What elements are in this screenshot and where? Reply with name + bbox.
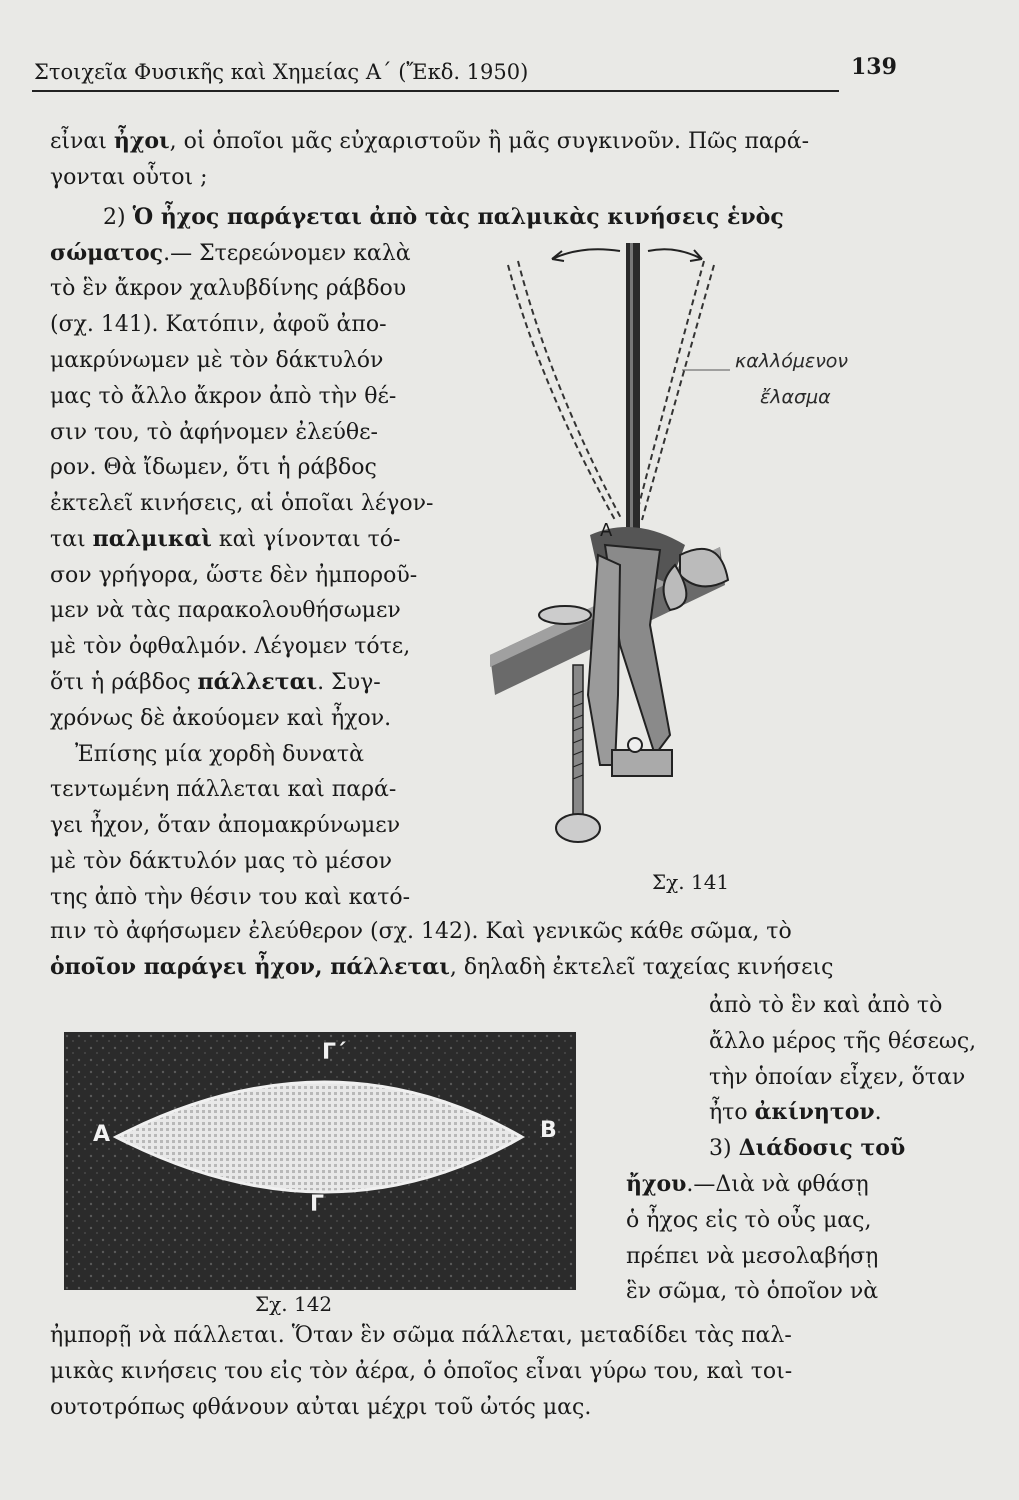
text-line: μας τὸ ἄλλο ἄκρον ἀπὸ τὴν θέ-: [50, 384, 397, 409]
text-line: μεν νὰ τὰς παρακολουθήσωμεν: [50, 598, 401, 623]
text-line: Ἐπίσης μία χορδὴ δυνατὰ: [75, 742, 364, 767]
text-line: ἦτο ἀκίνητον.: [709, 1099, 882, 1125]
text-line: 3) Διάδοσις τοῦ: [709, 1135, 906, 1161]
text-line: σιν του, τὸ ἀφήνομεν ἐλεύθε-: [50, 420, 378, 445]
text-line: μὲ τὸν ὀφθαλμόν. Λέγομεν τότε,: [50, 634, 411, 659]
text-line: σώματος.— Στερεώνομεν καλὰ: [50, 240, 411, 266]
running-title: Στοιχεῖα Φυσικῆς καὶ Χημείας Α΄ (Ἔκδ. 1950): [34, 60, 529, 84]
figure-142-label-b: B: [540, 1118, 557, 1143]
text-line: πρέπει νὰ μεσολαβήσῃ: [626, 1244, 879, 1269]
text-line: ἓν σῶμα, τὸ ὁποῖον νὰ: [626, 1279, 879, 1304]
figure-141-vibrating-strip: [470, 225, 730, 865]
text-line: ρον. Θὰ ἴδωμεν, ὅτι ἡ ράβδος: [50, 455, 377, 480]
text-line: 2) Ὁ ἦχος παράγεται ἀπὸ τὰς παλμικὰς κινήσεις ἑνὸς: [103, 204, 784, 230]
figure-141-caption: Σχ. 141: [652, 870, 730, 894]
text-line: τεντωμένη πάλλεται καὶ παρά-: [50, 777, 397, 802]
figure-142-label-g-bottom: Γ: [310, 1192, 325, 1217]
figure-142-caption: Σχ. 142: [255, 1292, 333, 1316]
text-line: ται παλμικαὶ καὶ γίνονται τό-: [50, 526, 401, 552]
figure-141-label-a: A: [600, 520, 613, 541]
text-line: ἐκτελεῖ κινήσεις, αἱ ὁποῖαι λέγον-: [50, 491, 434, 516]
text-line: της ἀπὸ τὴν θέσιν του καὶ κατό-: [50, 885, 411, 910]
text-line: ὁποῖον παράγει ἦχον, πάλλεται, δηλαδὴ ἐκτελεῖ ταχείας κινήσεις: [50, 954, 834, 980]
text-line: ἄλλο μέρος τῆς θέσεως,: [709, 1029, 977, 1054]
text-line: μακρύνωμεν μὲ τὸν δάκτυλόν: [50, 348, 384, 373]
text-line: τὴν ὁποίαν εἶχεν, ὅταν: [709, 1065, 966, 1090]
text-line: ἤχου.—Διὰ νὰ φθάσῃ: [626, 1171, 869, 1197]
text-line: εἶναι ἦχοι, οἱ ὁποῖοι μᾶς εὐχαριστοῦν ἢ μᾶς συγκινοῦν. Πῶς παρά-: [50, 128, 810, 154]
text-line: ὁ ἦχος εἰς τὸ οὖς μας,: [626, 1208, 872, 1233]
text-line: γονται οὗτοι ;: [50, 165, 208, 190]
figure-142-label-g-top: Γ΄: [322, 1040, 346, 1065]
text-line: ὅτι ἡ ράβδος πάλλεται. Συγ-: [50, 669, 381, 695]
figure-142-vibrating-string: [64, 1032, 576, 1290]
text-line: ουτοτρόπως φθάνουν αὐται μέχρι τοῦ ὠτός μας.: [50, 1395, 592, 1420]
figure-142-label-a: A: [93, 1122, 111, 1147]
text-line: (σχ. 141). Κατόπιν, ἀφοῦ ἀπο-: [50, 312, 387, 337]
text-line: χρόνως δὲ ἀκούομεν καὶ ἦχον.: [50, 706, 392, 731]
text-line: μικὰς κινήσεις του εἰς τὸν ἀέρα, ὁ ὁποῖος εἶναι γύρω του, καὶ τοι-: [50, 1359, 793, 1384]
text-line: γει ἦχον, ὅταν ἀπομακρύνωμεν: [50, 813, 401, 838]
page-number: 139: [851, 54, 897, 80]
text-line: τὸ ἓν ἄκρον χαλυβδίνης ράβδου: [50, 276, 407, 301]
text-line: ἀπὸ τὸ ἓν καὶ ἀπὸ τὸ: [709, 993, 943, 1018]
figure-141-annotation-2: ἔλασμα: [760, 386, 831, 408]
text-line: μὲ τὸν δάκτυλόν μας τὸ μέσον: [50, 849, 393, 874]
text-line: πιν τὸ ἀφήσωμεν ἐλεύθερον (σχ. 142). Καὶ γενικῶς κάθε σῶμα, τὸ: [50, 919, 792, 944]
figure-141-annotation-1: καλλόμενον: [735, 350, 849, 372]
header-rule: [32, 90, 839, 92]
text-line: ἠμπορῇ νὰ πάλλεται. Ὅταν ἓν σῶμα πάλλεται, μεταδίδει τὰς παλ-: [50, 1323, 792, 1348]
text-line: σον γρήγορα, ὥστε δὲν ἠμποροῦ-: [50, 563, 418, 588]
